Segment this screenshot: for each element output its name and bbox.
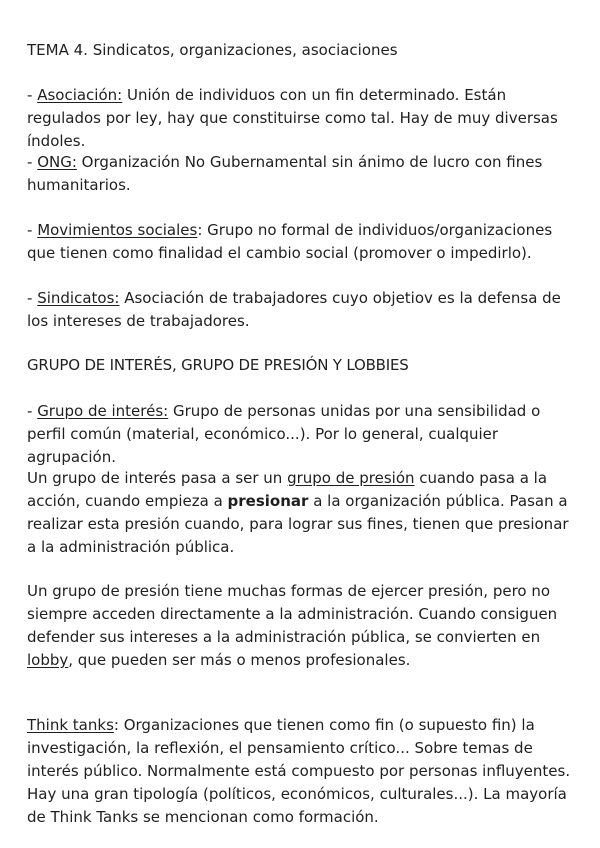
definition-prefix: - bbox=[27, 402, 38, 420]
underlined-term: lobby bbox=[27, 651, 69, 669]
definition-text: Grupo de personas unidas por una sensibilidad o perfil común (material, económico...). Por lo general, cualquier agrupación. bbox=[27, 402, 541, 466]
definition-text: Unión de individuos con un fin determinado. Están regulados por ley, hay que constituirse como tal. Hay de muy diversas índoles. bbox=[27, 86, 558, 150]
underlined-term: grupo de presión bbox=[287, 469, 415, 487]
definition-prefix: - bbox=[27, 221, 38, 239]
definition-term: Movimientos sociales bbox=[37, 221, 198, 239]
definition-term: Sindicatos: bbox=[37, 289, 120, 307]
definition-sindicatos bbox=[27, 287, 579, 333]
paragraph-text: cuando pasa a la acción, cuando empieza a bbox=[27, 469, 548, 510]
definition-term: ONG: bbox=[37, 153, 77, 171]
paragraph-grupo-de-presion bbox=[27, 467, 579, 559]
definition-text: : Organizaciones que tienen como fin (o supuesto fin) la investigación, la reflexión, el pensamiento crítico... Sobre temas de interés público. Normalmente está compuesto por personas influyentes. Hay una gran tipología (políticos, económicos, culturales...). La mayoría de Think Tanks se mencionan como formación. bbox=[27, 716, 571, 826]
definition-grupo-de-interes bbox=[27, 400, 579, 469]
paragraph-lobby bbox=[27, 580, 579, 672]
definition-prefix: - bbox=[27, 289, 38, 307]
definition-think-tanks bbox=[27, 714, 579, 829]
definition-term: Asociación: bbox=[37, 86, 123, 104]
section-heading: GRUPO DE INTERÉS, GRUPO DE PRESIÓN Y LOBBIES bbox=[27, 356, 409, 374]
document-title: TEMA 4. Sindicatos, organizaciones, asociaciones bbox=[27, 41, 398, 59]
paragraph-text: , que pueden ser más o menos profesionales. bbox=[68, 651, 411, 669]
paragraph-text: Un grupo de presión tiene muchas formas de ejercer presión, pero no siempre acceden directamente a la administración. Cuando consiguen defender sus intereses a la administración pública, se convierten en bbox=[27, 582, 558, 646]
definition-movimientos-sociales bbox=[27, 219, 579, 265]
definition-term: Think tanks bbox=[27, 716, 114, 734]
definition-text: Asociación de trabajadores cuyo objetiov es la defensa de los intereses de trabajadores. bbox=[27, 289, 561, 330]
paragraph-text: a la organización pública. Pasan a realizar esta presión cuando, para lograr sus fines, tienen que presionar a la administración pública. bbox=[27, 492, 569, 556]
definition-text: : Grupo no formal de individuos/organizaciones que tienen como finalidad el cambio social (promover o impedirlo). bbox=[27, 221, 553, 262]
definition-asociacion bbox=[27, 84, 579, 153]
bold-term: presionar bbox=[227, 492, 309, 510]
definition-prefix: - bbox=[27, 86, 38, 104]
definition-ong bbox=[27, 151, 579, 197]
definition-text: Organización No Gubernamental sin ánimo de lucro con fines humanitarios. bbox=[27, 153, 543, 194]
paragraph-text: Un grupo de interés pasa a ser un bbox=[27, 469, 288, 487]
definition-term: Grupo de interés: bbox=[37, 402, 169, 420]
definition-prefix: - bbox=[27, 153, 38, 171]
